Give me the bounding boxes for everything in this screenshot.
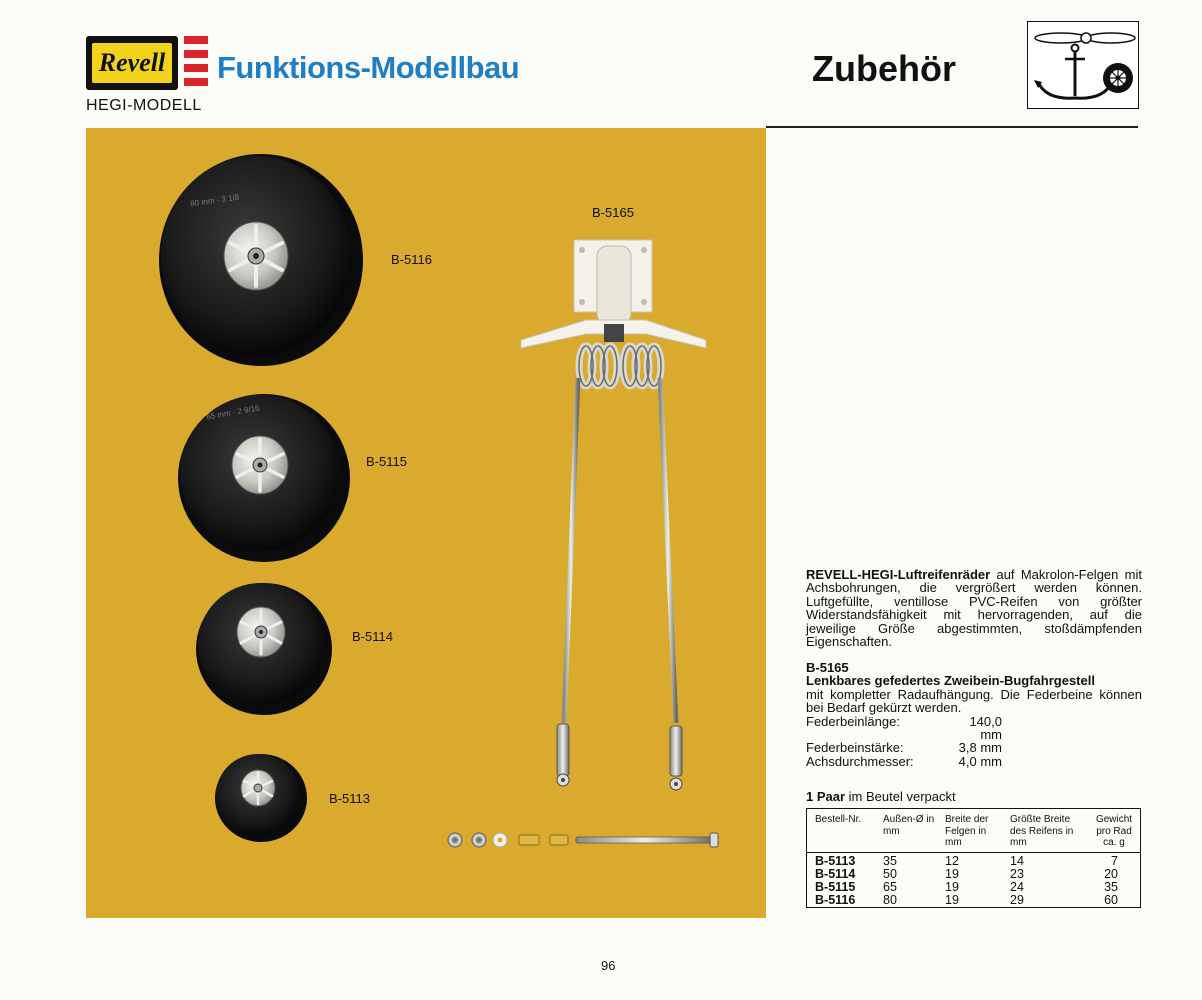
table-header: Außen-Ø in mm [875,809,937,852]
spec-row [806,715,1142,742]
table-cell: B-5116 [815,892,856,907]
label-b5114: B-5114 [352,629,393,644]
table-row [807,852,1140,868]
logo-subtitle: HEGI-MODELL [86,97,202,114]
wheel-b5113 [215,754,307,842]
table-cell: 7 [1111,853,1118,868]
spec-value: 140,0 mm [969,713,1002,743]
label-b5115: B-5115 [366,454,407,469]
logo-stripe [184,36,208,44]
spec-row [806,755,1142,768]
table-header: Größte Breite des Reifens in mm [1002,809,1082,852]
table-cell: 35 [1104,879,1118,894]
table-cell: 19 [945,892,959,907]
table-cell: 60 [1104,892,1118,907]
spec-label: Federbeinlänge: [806,713,900,729]
nose-gear-b5165 [521,240,706,790]
nose-gear-title: Lenkbares gefedertes Zweibein-Bugfahrgestell [806,673,1095,689]
wheel-b5115 [178,394,350,562]
table-header: Gewicht pro Rad ca. g [1082,809,1140,852]
header-rule [766,126,1138,128]
table-header: Bestell-Nr. [807,809,875,852]
label-b5165: B-5165 [592,205,634,220]
table-cell: B-5114 [815,866,856,881]
table-cell: 35 [883,853,897,868]
brand-title: Funktions-Modellbau [217,50,520,85]
spec-label: Federbeinstärke: [806,740,904,756]
nose-gear-text: mit kompletter Radaufhängung. Die Federbeine können bei Bedarf gekürzt werden. [806,686,1142,716]
wheel-b5114 [196,583,332,715]
table-cell: 24 [1010,879,1024,894]
table-row [807,881,1140,894]
spec-value: 3,8 mm [958,740,1002,756]
table-cell: 20 [1104,866,1118,881]
section-title: Zubehör [812,48,956,89]
wheel-spec-table [806,808,1141,908]
logo-stripe [184,64,208,72]
packaging-note [806,789,956,804]
table-cell: B-5115 [815,879,856,894]
table-cell: 12 [945,853,959,868]
table-header: Breite der Felgen in mm [937,809,1002,852]
table-cell: B-5113 [815,853,856,868]
table-cell: 19 [945,879,959,894]
nose-gear-code: B-5165 [806,660,849,675]
table-cell: 50 [883,866,897,881]
logo-stripe [184,78,208,86]
label-b5116: B-5116 [391,252,432,267]
small-parts [448,833,718,847]
tire-sidewall-text: 65 mm · 2 9/16 [205,403,261,422]
description-lead: REVELL-HEGI-Luftreifenräder [806,567,991,582]
propeller-anchor-wheel-emblem-icon [1027,21,1139,109]
product-photo [86,128,766,918]
table-cell: 80 [883,892,897,907]
wheel-b5116 [159,154,363,366]
table-cell: 65 [883,879,897,894]
table-cell: 14 [1010,853,1024,868]
table-cell: 29 [1010,892,1024,907]
label-b5113: B-5113 [329,791,370,806]
table-row [807,894,1140,907]
nose-gear-description [806,661,1142,768]
revell-logo [86,36,178,90]
table-cell: 23 [1010,866,1024,881]
spec-value: 4,0 mm [958,753,1002,769]
tire-sidewall-text: 80 mm · 3 1/8 [189,192,240,209]
table-cell: 19 [945,866,959,881]
spec-row [806,741,1142,754]
packaging-bold: 1 Paar [806,789,846,804]
wheels-description [806,568,1142,648]
spec-label: Achsdurchmesser: [806,753,914,769]
table-row [807,868,1140,881]
logo-stripe [184,50,208,58]
description-text: auf Makrolon-Felgen mit Achsbohrungen, die vergrößert werden können. Luftgefüllte, ventillose PVC-Reifen von größter Widerstandsfähigkeit mit hervorragenden, auf die jeweilige Größe abgestimmten, stoßdämpfenden Eigenschaften. [806,567,1142,650]
page-number: 96 [601,958,616,973]
revell-logo-text: Revell [92,43,172,83]
packaging-text: im Beutel verpackt [845,789,956,804]
